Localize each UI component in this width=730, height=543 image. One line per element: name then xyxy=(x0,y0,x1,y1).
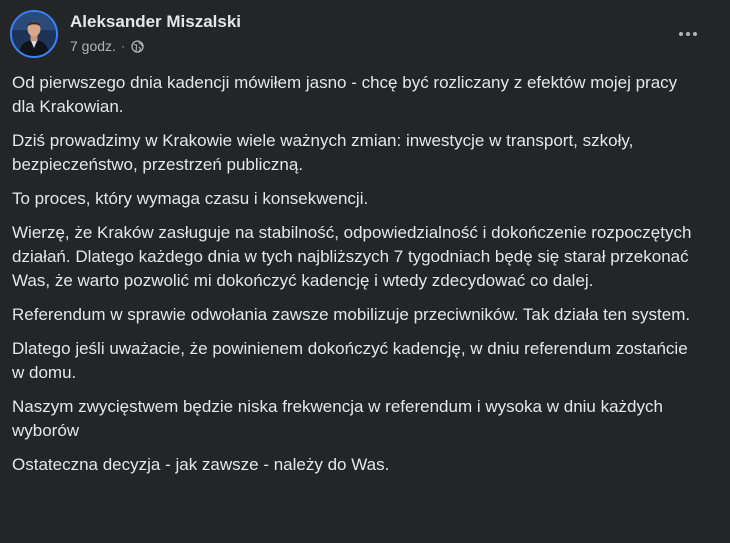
avatar[interactable] xyxy=(10,10,58,58)
post-paragraph: Ostateczna decyzja - jak zawsze - należy do Was. xyxy=(12,455,390,474)
post-time[interactable]: 7 godz. xyxy=(70,38,116,54)
post-paragraph: Od pierwszego dnia kadencji mówiłem jasno - chcę być rozliczany z efektów mojej pracy dla Krakowian. xyxy=(12,73,678,116)
post-text xyxy=(12,71,702,487)
post-header xyxy=(10,10,720,58)
globe-icon[interactable] xyxy=(131,40,144,53)
more-options-icon[interactable] xyxy=(670,16,706,52)
post-paragraph: Wierzę, że Kraków zasługuje na stabilność, odpowiedzialność i dokończenie rozpoczętych działań. Dlatego każdego dnia w tych najbliższych 7 tygodniach będę się starał przekonać Was, że warto pozwolić mi dokończyć kadencję i wtedy zdecydować co dalej. xyxy=(12,223,692,290)
post-meta xyxy=(70,38,144,54)
post-paragraph: Referendum w sprawie odwołania zawsze mobilizuje przeciwników. Tak działa ten system. xyxy=(12,305,691,324)
meta-separator: · xyxy=(120,39,125,53)
post-paragraph: To proces, który wymaga czasu i konsekwencji. xyxy=(12,189,369,208)
post-paragraph: Dziś prowadzimy w Krakowie wiele ważnych zmian: inwestycje w transport, szkoły, bezpieczeństwo, przestrzeń publiczną. xyxy=(12,131,634,174)
post-paragraph: Dlatego jeśli uważacie, że powinienem dokończyć kadencję, w dniu referendum zostańcie w domu. xyxy=(12,339,688,382)
post-paragraph: Naszym zwycięstwem będzie niska frekwencja w referendum i wysoka w dniu każdych wyborów xyxy=(12,397,663,440)
author-name[interactable]: Aleksander Miszalski xyxy=(70,12,242,31)
